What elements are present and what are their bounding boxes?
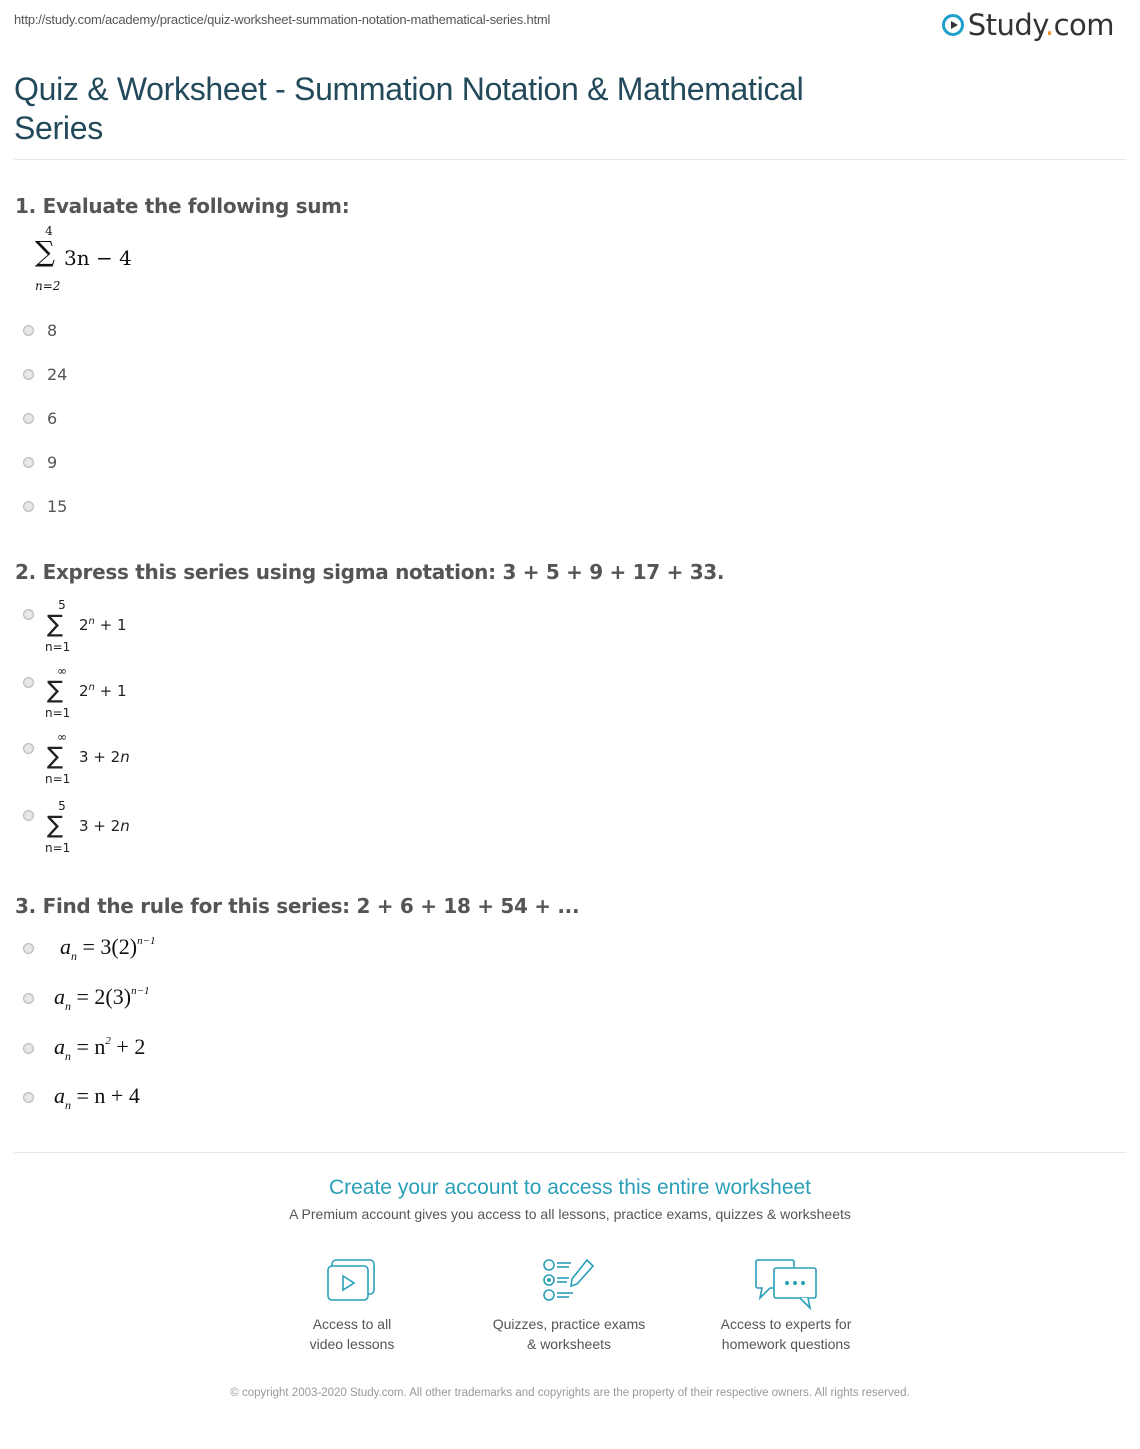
answer-label[interactable]: 9 [47,453,58,472]
cta-title[interactable]: Create your account to access this entire worksheet [328,1176,812,1199]
sigma-symbol: ∑ [47,742,64,770]
sigma-upper: 4 [45,224,53,238]
feature-label-line: Access to all [312,1316,392,1332]
answer-radio[interactable] [23,413,34,424]
sigma-lower: n=1 [45,772,71,786]
page-url: http://study.com/academy/practice/quiz-worksheet-summation-notation-mathematical-series.html [14,12,551,27]
divider [14,1152,1126,1153]
expr-exp: n [88,616,95,627]
answer-formula[interactable]: $a_n = 2(3)^{n-1}$ [54,984,150,1013]
answer-radio[interactable] [23,609,34,620]
answer-radio[interactable] [23,457,34,468]
sigma-upper: ∞ [57,664,67,678]
feature-experts [686,1258,886,1354]
sigma-lower: n=1 [45,640,71,654]
expr-rest: n [120,748,130,766]
answer-radio[interactable] [23,325,34,336]
expr-base: 2 [79,616,89,634]
answer-radio[interactable] [23,993,34,1004]
expr-rest: n [120,817,130,835]
question-2-title: 2. Express this series using sigma notation: 3 + 5 + 9 + 17 + 33. [15,560,725,584]
feature-label-line: Access to experts for [720,1316,852,1332]
play-logo-icon [942,14,964,36]
divider [14,159,1126,160]
sigma-expression: 3n − 4 [64,246,132,270]
expr-rest: + 1 [94,682,127,700]
answer-radio[interactable] [23,1043,34,1054]
sigma-lower: n=1 [45,706,71,720]
sigma-upper: 5 [58,799,66,813]
answer-label[interactable]: 8 [47,321,58,340]
sigma-symbol: ∑ [47,610,64,638]
expr-base: 3 + 2 [79,817,121,835]
feature-label-line: & worksheets [526,1336,612,1352]
answer-label[interactable]: 15 [47,497,68,516]
answer-radio[interactable] [23,743,34,754]
expr-base: 2 [79,682,89,700]
answer-formula[interactable]: $a_n = n^2 + 2$ [54,1034,146,1063]
quiz-checklist-icon [541,1258,597,1302]
answer-formula[interactable]: $a_n = n + 4$ [54,1083,140,1112]
feature-label-line: Quizzes, practice exams [492,1316,646,1332]
expr-base: 3 + 2 [79,748,121,766]
sigma-lower: n=2 [35,279,61,293]
answer-radio[interactable] [23,1092,34,1103]
expr-rest: + 1 [94,616,127,634]
page-title: Quiz & Worksheet - Summation Notation & Mathematical Series [14,71,804,146]
sigma-symbol: ∑ [47,811,64,839]
sigma-symbol: ∑ [47,676,64,704]
sigma-lower: n=1 [45,841,71,855]
chat-bubbles-icon [754,1258,818,1310]
expr-exp: n [88,682,95,693]
sigma-upper: 5 [58,598,66,612]
study-logo[interactable] [942,8,1114,42]
feature-video-lessons [252,1258,452,1354]
feature-quizzes [469,1258,669,1354]
video-lessons-icon [326,1258,378,1302]
question-1-title: 1. Evaluate the following sum: [15,194,350,218]
logo-text: Study.com [967,8,1114,42]
answer-label[interactable]: 24 [47,365,68,384]
feature-label-line: homework questions [721,1336,851,1352]
sigma-upper: ∞ [57,730,67,744]
answer-radio[interactable] [23,810,34,821]
answer-radio[interactable] [23,501,34,512]
answer-formula[interactable]: $a_n = 3(2)^{n-1}$ [60,934,156,963]
cta-subtitle: A Premium account gives you access to all lessons, practice exams, quizzes & worksheets [289,1206,851,1222]
answer-label[interactable]: 6 [47,409,58,428]
feature-label-line: video lessons [309,1336,395,1352]
answer-radio[interactable] [23,943,34,954]
sigma-symbol: ∑ [35,235,55,268]
answer-radio[interactable] [23,369,34,380]
question-3-title: 3. Find the rule for this series: 2 + 6 + 18 + 54 + ... [15,894,580,918]
copyright-footer: © copyright 2003-2020 Study.com. All other trademarks and copyrights are the property of their respective owners. All rights reserved. [230,1387,910,1399]
answer-radio[interactable] [23,677,34,688]
